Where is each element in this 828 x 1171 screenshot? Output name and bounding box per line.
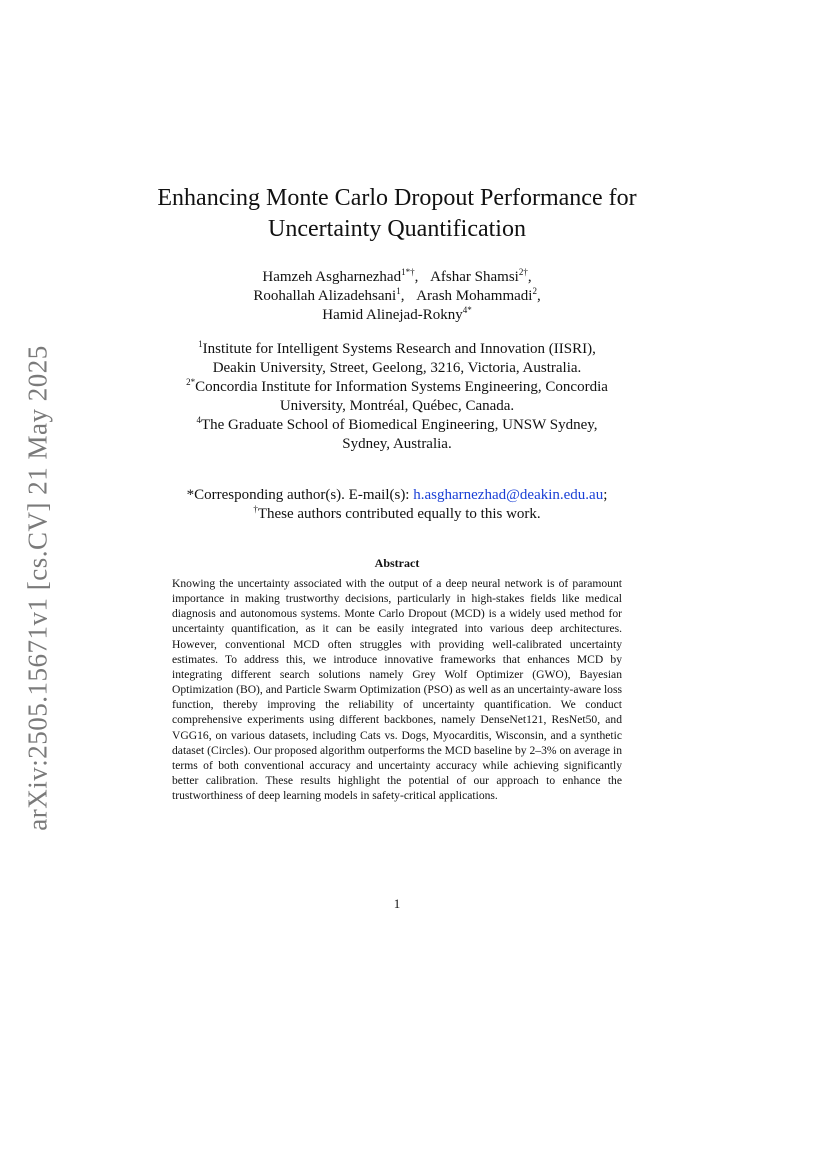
- author: Hamzeh Asgharnezhad$^{1*\dagger}$,: [262, 267, 419, 285]
- affiliation-2-line-2: University, Montréal, Québec, Canada.: [279, 398, 515, 414]
- arxiv-stamp: [0, 0, 53, 1171]
- author-line-3: [160, 306, 634, 325]
- author-line-1: [160, 268, 634, 287]
- author: Afshar Shamsi$^{2\dagger}$,: [430, 267, 532, 285]
- title-line-1: Enhancing Monte Carlo Dropout Performance for: [157, 185, 637, 211]
- abstract-text: Knowing the uncertainty associated with the output of a deep neural network is of paramount importance in making trustworthy decisions, particularly in high-stakes fields like medical diagnosis and autonomous systems. Monte Carlo Dropout (MCD) is a widely used method for uncertainty quantification, as it can be easily integrated into various deep architectures. However, conventional MCD often struggles with providing well-calibrated uncertainty estimates. To address this, we introduce innovative frameworks that enhances MCD by integrating different search solutions namely Grey Wolf Optimizer (GWO), Bayesian Optimization (BO), and Particle Swarm Optimization (PSO) as well as an uncertainty-aware loss function, thereby improving the reliability of uncertainty quantification. We conduct comprehensive experiments using different backbones, namely DenseNet121, ResNet50, and VGG16, on various datasets, including Cats vs. Dogs, Myocarditis, Wisconsin, and a synthetic dataset (Circles). Our proposed algorithm outperforms the MCD baseline by 2–3% on average in terms of both conventional accuracy and uncertainty accuracy while achieving significantly better calibration. These results highlight the potential of our approach to enhance the trustworthiness of deep learning models in safety-critical applications.: [172, 577, 622, 803]
- affiliation-2-line-1: $^{2*}$Concordia Institute for Information Systems Engineering, Concordia: [186, 377, 608, 395]
- author: Roohallah Alizadehsani$^1$,: [253, 286, 405, 304]
- affiliation-3-line-1: $^4$The Graduate School of Biomedical Engineering, UNSW Sydney,: [196, 415, 598, 433]
- abstract-heading: Abstract: [374, 556, 420, 570]
- affiliation-1-line-1: $^1$Institute for Intelligent Systems Research and Innovation (IISRI),: [198, 339, 596, 357]
- affiliation-1-line-2: Deakin University, Street, Geelong, 3216, Victoria, Australia.: [212, 360, 582, 376]
- author: Arash Mohammadi$^2$,: [416, 286, 541, 304]
- corresponding-author-line: *Corresponding author(s). E-mail(s): h.asgharnezhad@deakin.edu.au;: [186, 487, 608, 503]
- author-list: [160, 268, 634, 325]
- title-line-2: Uncertainty Quantification: [268, 216, 526, 242]
- paper-title: [140, 183, 654, 245]
- author: Hamid Alinejad-Rokny$^{4*}$: [322, 305, 472, 323]
- page-number: 1: [393, 896, 401, 911]
- correspondence: [130, 486, 664, 524]
- equal-contribution-line: †These authors contributed equally to this work.: [253, 504, 541, 522]
- email-link[interactable]: h.asgharnezhad@deakin.edu.au: [413, 487, 604, 503]
- author-line-2: [160, 287, 634, 306]
- affiliations: [150, 340, 644, 454]
- affiliation-3-line-2: Sydney, Australia.: [342, 436, 452, 452]
- arxiv-id: arXiv:2505.15671v1 [cs.CV] 21 May 2025: [22, 345, 53, 831]
